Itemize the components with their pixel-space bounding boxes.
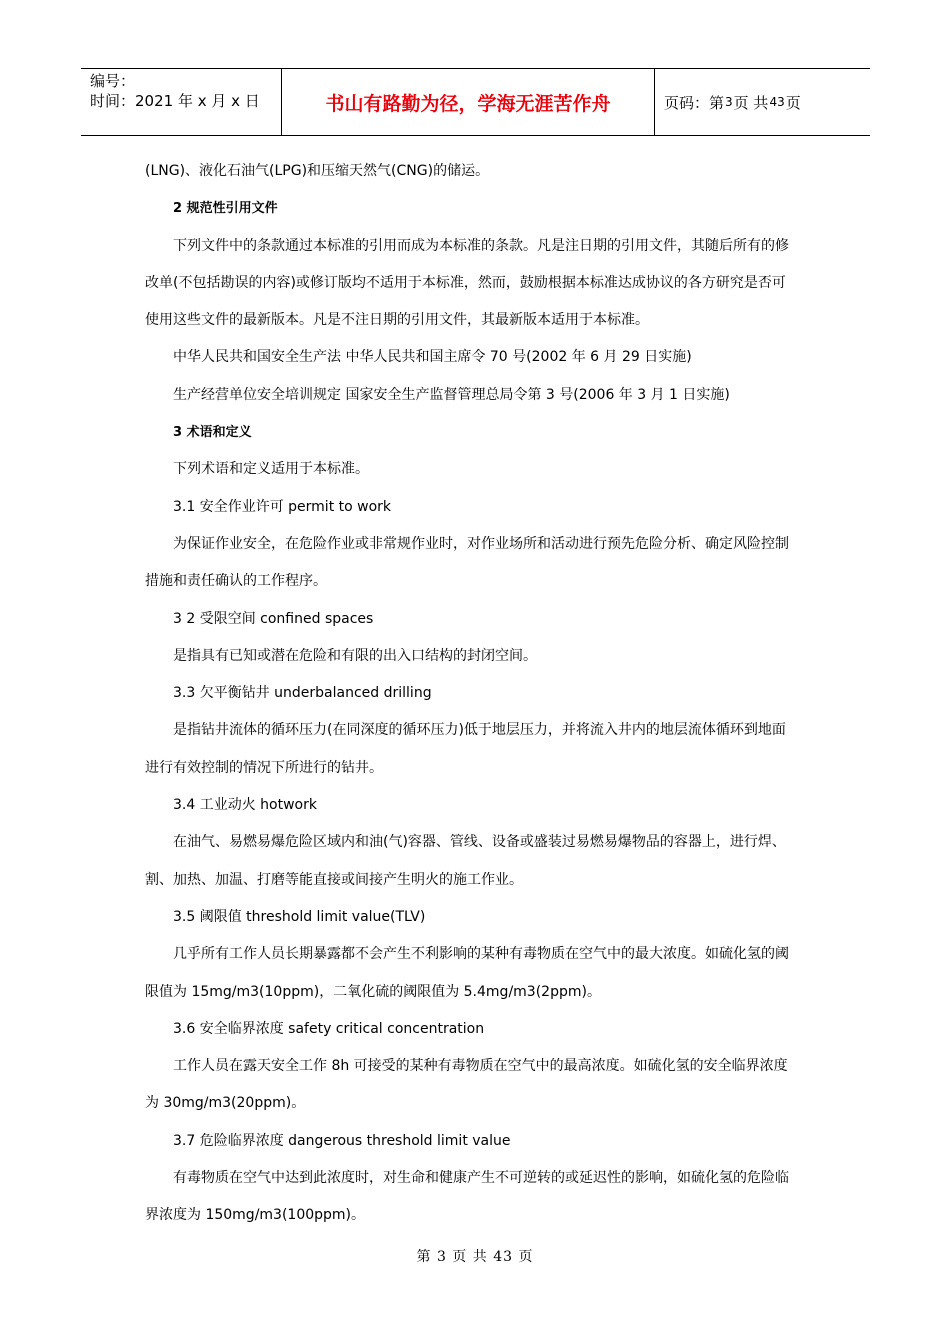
- section-heading-terms: 3 术语和定义: [173, 425, 252, 441]
- header-info: [81, 69, 282, 135]
- page-total: 43: [769, 95, 785, 109]
- body-line: 中华人民共和国安全生产法 中华人民共和国主席令 70 号(2002 年 6 月 29 日实施): [173, 349, 692, 366]
- body-line: 改单(不包括勘误的内容)或修订版均不适用于本标准，然而，鼓励根据本标准达成协议的各方研究是否可: [145, 274, 786, 291]
- term-heading: 3.5 阈限值 threshold limit value(TLV): [173, 908, 426, 925]
- body-line: 有毒物质在空气中达到此浓度时，对生命和健康产生不可逆转的或延迟性的影响，如硫化氢的危险临: [173, 1170, 789, 1187]
- page-current: 3: [725, 95, 733, 109]
- body-line: 下列术语和定义适用于本标准。: [173, 461, 369, 478]
- term-heading: 3.6 安全临界浓度 safety critical concentration: [173, 1020, 485, 1037]
- body-line: 是指钻井流体的循环压力(在同深度的循环压力)低于地层压力，并将流入井内的地层流体循环到地面: [173, 722, 786, 739]
- body-line: 为保证作业安全，在危险作业或非常规作业时，对作业场所和活动进行预先危险分析、确定风险控制: [173, 535, 789, 552]
- term-heading: 3.7 危险临界浓度 dangerous threshold limit value: [173, 1132, 511, 1149]
- header-motto: [282, 69, 655, 135]
- page-header: [81, 68, 870, 136]
- page-prefix: 页码：第: [664, 93, 725, 112]
- footer-page-number: 第 3 页 共 43 页: [416, 1249, 534, 1265]
- body-line: 几乎所有工作人员长期暴露都不会产生不利影响的某种有毒物质在空气中的最大浓度。如硫化氢的阈: [173, 946, 789, 963]
- page-suffix: 页: [785, 93, 801, 112]
- body-line: (LNG)、液化石油气(LPG)和压缩天然气(CNG)的储运。: [145, 163, 490, 179]
- time-label: 时间：2021 年 x 月 x 日: [90, 92, 260, 110]
- body-line: 在油气、易燃易爆危险区域内和油(气)容器、管线、设备或盛装过易燃易爆物品的容器上，进行焊、: [173, 834, 786, 851]
- body-line: 工作人员在露天安全工作 8h 可接受的某种有毒物质在空气中的最高浓度。如硫化氢的安全临界浓度: [173, 1058, 788, 1075]
- body-line: 限值为 15mg/m3(10ppm)，二氧化硫的阈限值为 5.4mg/m3(2ppm)。: [145, 983, 601, 1000]
- term-heading: 3 2 受限空间 confined spaces: [173, 610, 374, 627]
- body-line: 界浓度为 150mg/m3(100ppm)。: [145, 1207, 366, 1224]
- term-heading: 3.1 安全作业许可 permit to work: [173, 498, 392, 515]
- body-line: 进行有效控制的情况下所进行的钻井。: [145, 759, 383, 776]
- motto-text: 书山有路勤为径，学海无涯苦作舟: [325, 92, 611, 115]
- section-heading-references: 2 规范性引用文件: [173, 201, 278, 217]
- term-heading: 3.3 欠平衡钻井 underbalanced drilling: [173, 685, 432, 702]
- page-footer: [0, 1246, 950, 1266]
- body-line: 为 30mg/m3(20ppm)。: [145, 1095, 306, 1112]
- body-line: 使用这些文件的最新版本。凡是不注日期的引用文件，其最新版本适用于本标准。: [145, 312, 649, 329]
- header-page-info: [655, 69, 870, 135]
- term-heading: 3.4 工业动火 hotwork: [173, 797, 317, 814]
- page-mid: 页 共: [733, 93, 769, 112]
- body-line: 下列文件中的条款通过本标准的引用而成为本标准的条款。凡是注日期的引用文件，其随后所有的修: [173, 237, 789, 254]
- body-line: 是指具有已知或潜在危险和有限的出入口结构的封闭空间。: [173, 647, 537, 664]
- body-line: 割、加热、加温、打磨等能直接或间接产生明火的施工作业。: [145, 871, 523, 888]
- body-line: 措施和责任确认的工作程序。: [145, 573, 327, 590]
- serial-label: 编号：: [90, 72, 136, 90]
- body-line: 生产经营单位安全培训规定 国家安全生产监督管理总局令第 3 号(2006 年 3 月 1 日实施): [173, 386, 730, 403]
- document-body: [145, 153, 810, 1235]
